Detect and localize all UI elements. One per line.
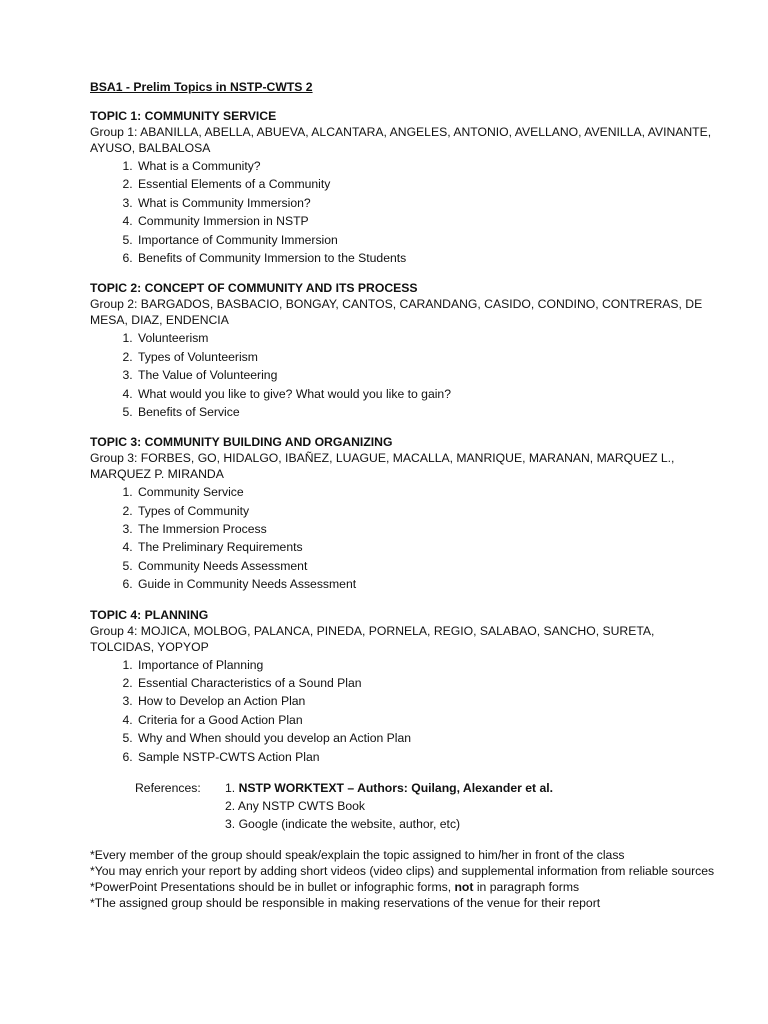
note: *You may enrich your report by adding short videos (video clips) and supplemental information from reliable sources	[90, 863, 715, 878]
list-item: 5. Importance of Community Immersion	[136, 231, 720, 249]
list-item: 6. Sample NSTP-CWTS Action Plan	[136, 748, 720, 766]
list-item: 4. What would you like to give? What would you like to gain?	[136, 385, 720, 403]
note-emphasis: not	[454, 880, 474, 895]
list-item: 2. Essential Characteristics of a Sound Plan	[136, 674, 720, 692]
topic-section-1	[90, 108, 720, 267]
reference-number: 1.	[225, 780, 236, 795]
reference-text: Google (indicate the website, author, etc)	[238, 817, 461, 832]
topic-item-list	[90, 656, 720, 766]
list-item: 4. The Preliminary Requirements	[136, 538, 720, 556]
note: *Every member of the group should speak/explain the topic assigned to him/her in front of the class	[90, 847, 625, 862]
reference-entry	[225, 779, 553, 797]
list-item: 1. Importance of Planning	[136, 656, 720, 674]
group-members: Group 3: FORBES, GO, HIDALGO, IBAÑEZ, LUAGUE, MACALLA, MANRIQUE, MARANAN, MARQUEZ L., MARQUEZ P. MIRANDA	[90, 451, 675, 482]
topic-section-2	[90, 280, 720, 421]
list-item: 5. Benefits of Service	[136, 403, 720, 421]
list-item: 1. What is a Community?	[136, 157, 720, 175]
reference-label-spacer	[135, 815, 225, 833]
reference-entry	[225, 815, 460, 833]
topic-heading: TOPIC 1: COMMUNITY SERVICE	[90, 109, 277, 123]
reference-number: 2.	[225, 799, 236, 814]
reference-text: Any NSTP CWTS Book	[237, 799, 365, 814]
document-title: BSA1 - Prelim Topics in NSTP-CWTS 2	[90, 80, 313, 94]
reference-row	[135, 815, 720, 833]
topic-item-list	[90, 329, 720, 421]
list-item: 2. Types of Volunteerism	[136, 348, 720, 366]
reference-row	[135, 797, 720, 815]
references-label: References:	[135, 780, 201, 795]
reference-row	[135, 779, 720, 797]
reference-text: NSTP WORKTEXT – Authors: Quilang, Alexander et al.	[238, 780, 553, 795]
list-item: 3. The Immersion Process	[136, 520, 720, 538]
topic-heading: TOPIC 2: CONCEPT OF COMMUNITY AND ITS PROCESS	[90, 281, 418, 296]
group-members: Group 2: BARGADOS, BASBACIO, BONGAY, CANTOS, CARANDANG, CASIDO, CONDINO, CONTRERAS, DE MESA, DIAZ, ENDENCIA	[90, 297, 703, 328]
group-members: Group 4: MOJICA, MOLBOG, PALANCA, PINEDA, PORNELA, REGIO, SALABAO, SANCHO, SURETA, TOLCIDAS, YOPYOP	[90, 623, 655, 654]
notes-block	[90, 847, 720, 912]
note: *The assigned group should be responsible in making reservations of the venue for their report	[90, 896, 601, 911]
topic-section-4	[90, 607, 720, 766]
list-item: 2. Types of Community	[136, 502, 720, 520]
list-item: 2. Essential Elements of a Community	[136, 175, 720, 193]
topic-section-3	[90, 434, 720, 593]
topic-item-list	[90, 157, 720, 267]
group-members: Group 1: ABANILLA, ABELLA, ABUEVA, ALCANTARA, ANGELES, ANTONIO, AVELLANO, AVENILLA, AVINANTE, AYUSO, BALBALOSA	[90, 125, 712, 155]
list-item: 4. Criteria for a Good Action Plan	[136, 711, 720, 729]
reference-label-spacer	[135, 797, 225, 815]
topic-heading: TOPIC 4: PLANNING	[90, 607, 209, 622]
topic-item-list	[90, 483, 720, 593]
note-text: *PowerPoint Presentations should be in bullet or infographic forms,	[90, 880, 455, 895]
list-item: 5. Community Needs Assessment	[136, 557, 720, 575]
document-content	[90, 79, 720, 912]
note	[90, 879, 720, 895]
list-item: 1. Volunteerism	[136, 329, 720, 347]
list-item: 3. How to Develop an Action Plan	[136, 692, 720, 710]
list-item: 1. Community Service	[136, 483, 720, 501]
topic-heading: TOPIC 3: COMMUNITY BUILDING AND ORGANIZING	[90, 435, 393, 450]
note-text: in paragraph forms	[473, 880, 580, 895]
list-item: 3. What is Community Immersion?	[136, 194, 720, 212]
list-item: 3. The Value of Volunteering	[136, 366, 720, 384]
list-item: 4. Community Immersion in NSTP	[136, 212, 720, 230]
reference-number: 3.	[225, 817, 236, 832]
list-item: 5. Why and When should you develop an Action Plan	[136, 729, 720, 747]
list-item: 6. Benefits of Community Immersion to the Students	[136, 249, 720, 267]
list-item: 6. Guide in Community Needs Assessment	[136, 575, 720, 593]
reference-entry	[225, 797, 365, 815]
references-block	[135, 779, 720, 834]
